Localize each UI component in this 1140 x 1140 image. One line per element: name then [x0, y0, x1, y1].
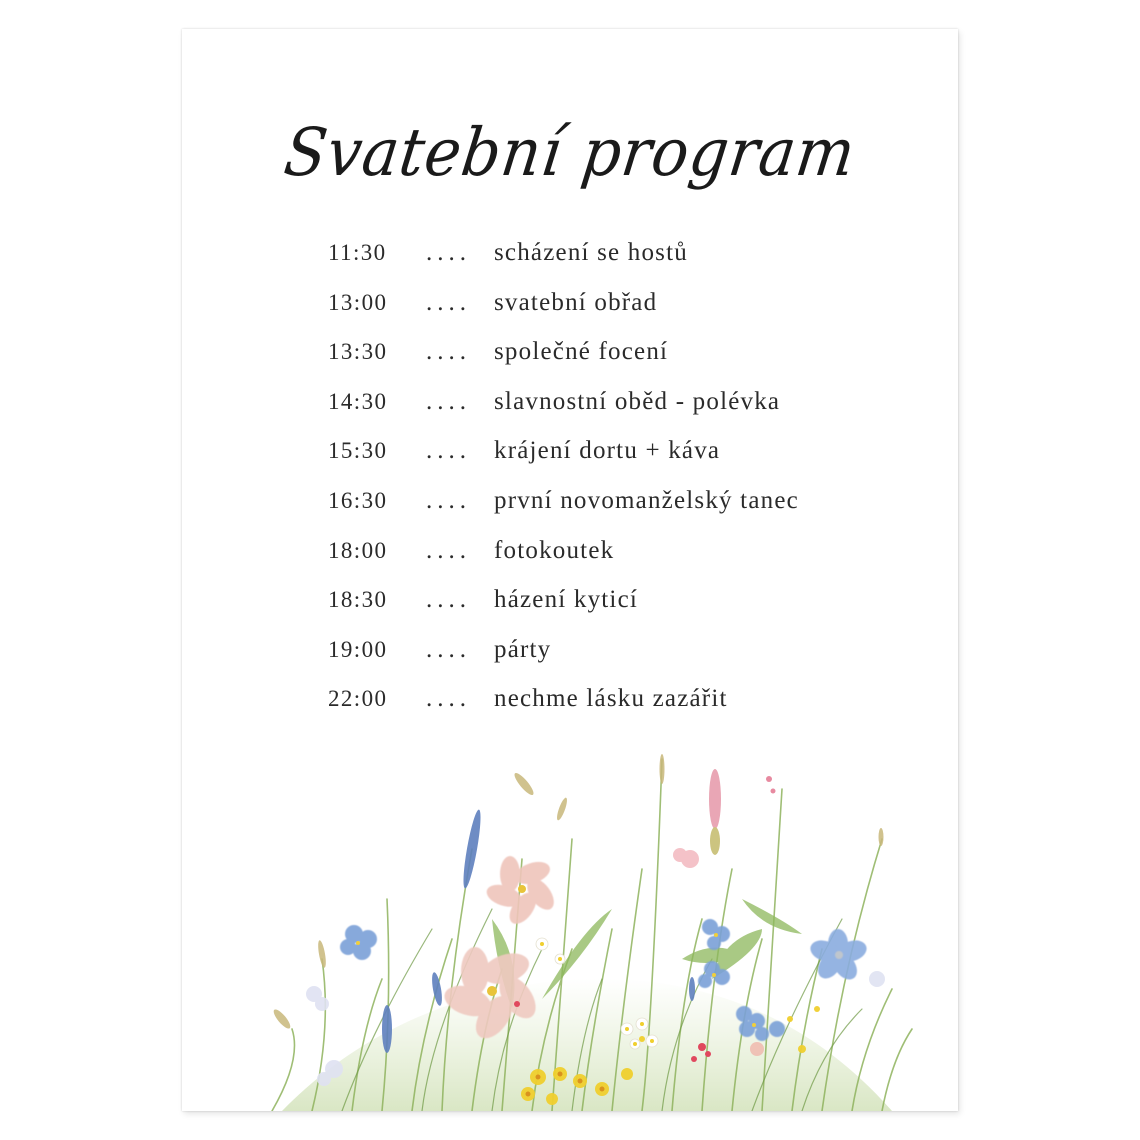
dot-leader: .... [426, 338, 471, 366]
dot-leader: .... [426, 486, 471, 514]
schedule-row [328, 685, 888, 735]
schedule-row [328, 586, 888, 636]
dot-leader: .... [426, 635, 471, 663]
schedule-time: 14:30 [328, 388, 388, 414]
schedule-activity: první novomanželský tanec [494, 486, 799, 514]
schedule-time: 16:30 [328, 487, 388, 513]
schedule-row [328, 338, 888, 388]
dot-leader: .... [426, 536, 471, 564]
schedule-row [328, 437, 888, 487]
schedule-row [328, 388, 888, 438]
schedule-row [328, 636, 888, 686]
schedule-time: 15:30 [328, 438, 388, 464]
schedule-row [328, 289, 888, 339]
schedule-row [328, 537, 888, 587]
dot-leader: .... [426, 239, 471, 266]
schedule-time: 13:30 [328, 339, 388, 365]
schedule-time: 22:00 [328, 686, 388, 712]
schedule-time: 19:00 [328, 636, 388, 662]
schedule-activity: svatební obřad [494, 288, 658, 316]
dot-leader: .... [426, 387, 471, 415]
wildflower-meadow-icon [242, 729, 932, 1111]
schedule-activity: scházení se hostů [494, 239, 688, 266]
schedule-time: 18:00 [328, 537, 388, 563]
schedule-time: 11:30 [328, 240, 387, 265]
schedule-activity: párty [494, 635, 552, 663]
schedule-activity: házení kyticí [494, 586, 639, 614]
schedule-activity: nechme lásku zazářit [494, 685, 728, 713]
schedule-time: 18:30 [328, 587, 388, 613]
dot-leader: .... [426, 288, 471, 316]
schedule-time: 13:00 [328, 289, 388, 315]
schedule-row [328, 487, 888, 537]
dot-leader: .... [426, 437, 471, 465]
schedule-activity: krájení dortu + káva [494, 437, 721, 465]
schedule-activity: fotokoutek [494, 536, 615, 564]
schedule-row [328, 239, 888, 289]
wedding-program-card [182, 29, 958, 1111]
page-title: Svatební program [280, 114, 860, 191]
dot-leader: .... [426, 685, 471, 713]
schedule-activity: slavnostní oběd - polévka [494, 387, 781, 415]
schedule-activity: společné focení [494, 338, 669, 366]
dot-leader: .... [426, 586, 471, 614]
schedule-list [328, 239, 888, 735]
